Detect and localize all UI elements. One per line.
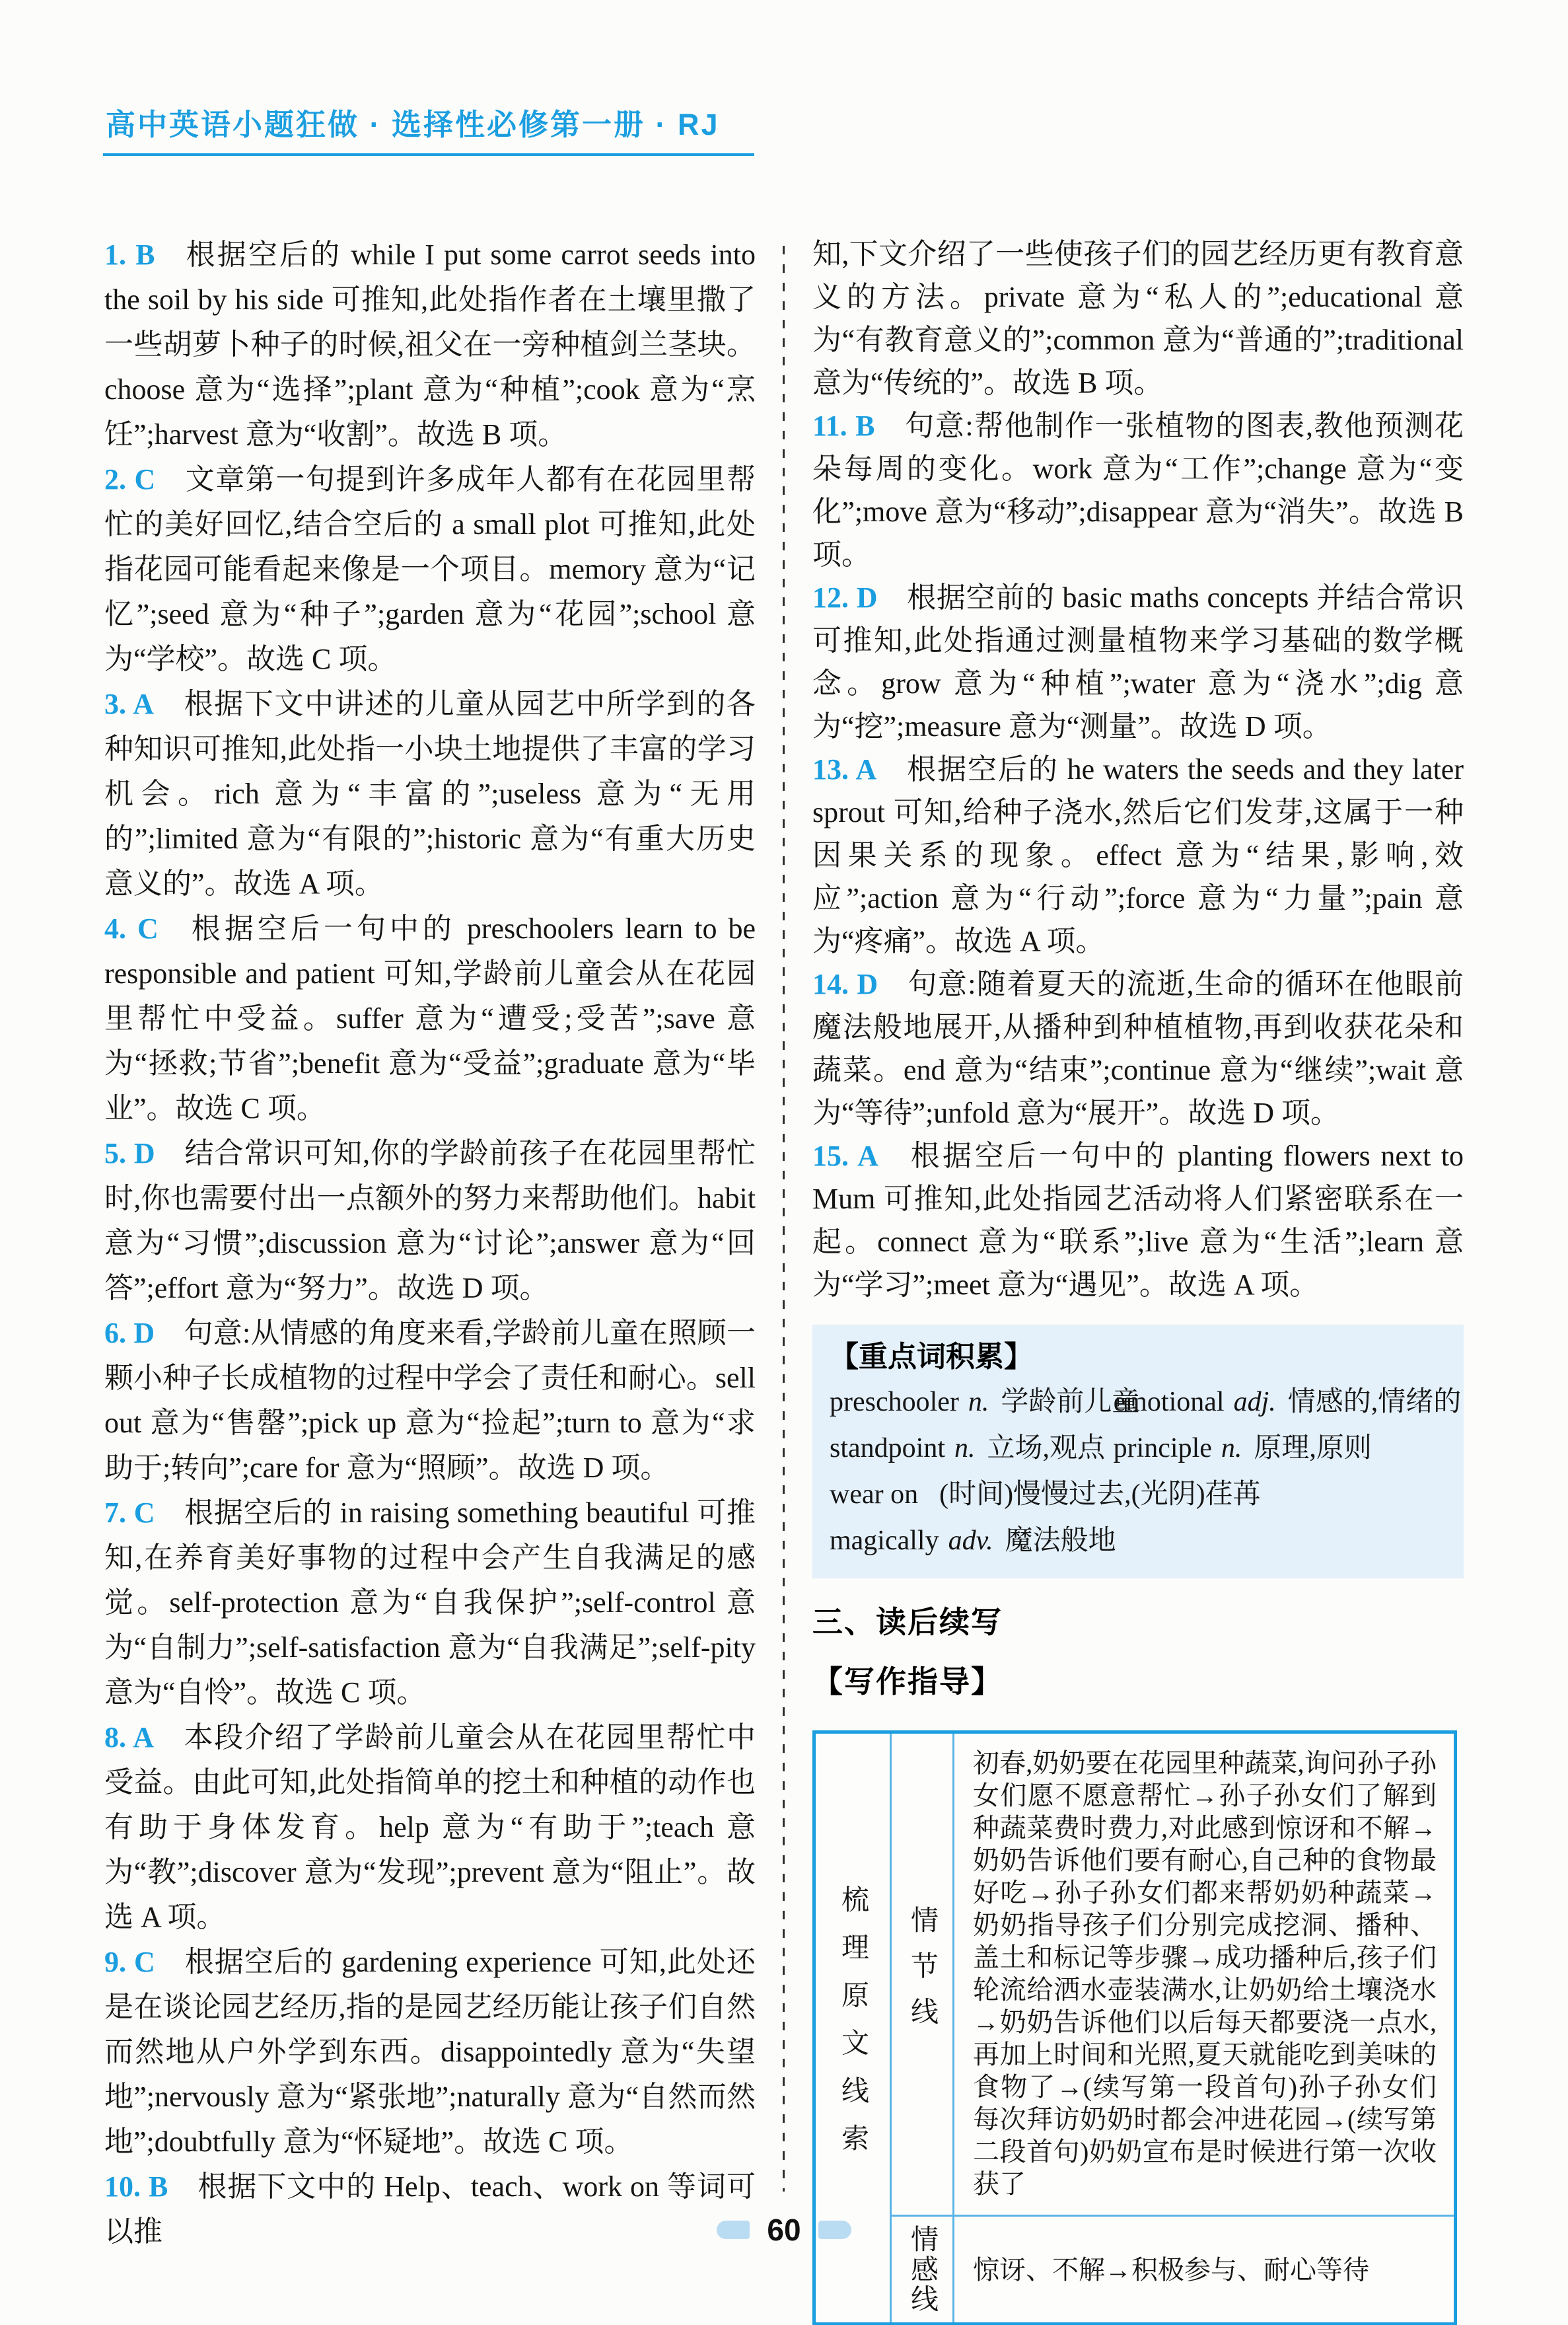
answer-label: 8. A [104,1721,154,1753]
answer-text: 根据空后的 he waters the seeds and they later sprout 可知,给种子浇水,然后它们发芽,这属于一种因果关系的现象。effect 意为“结果,影响,效应”;action 意为“行动”;force 意为“力量”;pain 意为“疼痛”。故选 A 项。 [812,753,1464,957]
table-row-header-text: 梳理原文线索 [837,1884,868,2172]
answer-label: 2. C [104,463,156,496]
answer-text: 句意:随着夏天的流逝,生命的循环在他眼前魔法般地展开,从播种到种植植物,再到收获花朵和蔬菜。end 意为“结束”;continue 意为“继续”;wait 意为“等待”;unfold 意为“展开”。故选 D 项。 [812,968,1464,1129]
answer-text: 根据下文中的 Help、teach、work on 等词可以推 [104,2170,756,2248]
answer-text: 句意:从情感的角度来看,学龄前儿童在照顾一颗小种子长成植物的过程中学会了责任和耐心。sell out 意为“售罄”;pick up 意为“捡起”;turn to 意为“求助于;转向”;care for 意为“照顾”。故选 D 项。 [104,1317,756,1484]
answer-text: 根据空后的 in raising something beautiful 可推知,在养育美好事物的过程中会产生自我满足的感觉。self-protection 意为“自我保护”;self-control 意为“自制力”;self-satisfaction 意为“自我满足”;self-pity 意为“自怜”。故选 C 项。 [104,1496,756,1709]
table-content-plot: 初春,奶奶要在花园里种蔬菜,询问孙子孙女们愿不愿意帮忙→孙子孙女们了解到种蔬菜费时费力,对此感到惊讶和不解→奶奶告诉他们要有耐心,自己种的食物最好吃→孙子孙女们都来帮奶奶种蔬菜→奶奶指导孩子们分别完成挖洞、播种、盖土和标记等步骤→成功播种后,孩子们轮流给洒水壶装满水,让奶奶给土壤浇水→奶奶告诉他们以后每天都要浇一点水,再加上时间和光照,夏天就能吃到美味的食物了→(续写第一段首句)孙子孙女们每次拜访奶奶时都会冲进花园→(续写第二段首句)奶奶宣布是时候进行第一次收获了 [973,1748,1437,2199]
answer-item-2 [104,457,756,682]
answer-item-5 [104,1131,756,1311]
vocab-line [830,1518,1446,1564]
right-column [812,233,1464,2325]
answer-label: 7. C [104,1496,155,1529]
page-number: 60 [767,2213,801,2247]
column-divider [783,246,785,2192]
left-column [104,233,756,2254]
answer-text: 根据空后一句中的 planting flowers next to Mum 可推知,此处指园艺活动将人们紧密联系在一起。connect 意为“联系”;live 意为“生活”;learn 意为“学习”;meet 意为“遇见”。故选 A 项。 [812,1140,1464,1301]
answer-item-11 [812,404,1464,576]
answer-label: 3. A [104,688,154,720]
answer-text: 根据下文中讲述的儿童从园艺中所学到的各种知识可推知,此处指一小块土地提供了丰富的学习机会。rich 意为“丰富的”;useless 意为“无用的”;limited 意为“有限的”;historic 意为“有重大历史意义的”。故选 A 项。 [104,688,756,900]
table-content-emotion: 惊讶、不解→积极参与、耐心等待 [973,2254,1369,2285]
answer-label: 9. C [104,1946,155,1978]
answer-item-8 [104,1715,756,1940]
vocab-entry: emotional adj. 情感的,情绪的 [1113,1387,1462,1417]
table-label-text: 情节线 [907,1905,937,2043]
answer-label: 4. C [104,912,159,945]
answer-label: 10. B [104,2170,168,2203]
writing-guide-heading: 【写作指导】 [812,1664,1003,1699]
answer-item-1 [104,233,756,457]
footer-pill-right [818,2221,851,2239]
vocab-entry: standpoint n. 立场,观点 [830,1433,1106,1463]
answer-text: 知,下文介绍了一些使孩子们的园艺经历更有教育意义的方法。private 意为“私人的”;educational 意为“有教育意义的”;common 意为“普通的”;traditional 意为“传统的”。故选 B 项。 [812,238,1464,399]
answer-label: 15. A [812,1140,878,1172]
answer-label: 6. D [104,1317,155,1349]
answer-text: 结合常识可知,你的学龄前孩子在花园里帮忙时,你也需要付出一点额外的努力来帮助他们。habit 意为“习惯”;discussion 意为“讨论”;answer 意为“回答”;effort 意为“努力”。故选 D 项。 [104,1137,756,1304]
header-underline [103,153,754,156]
answer-label: 14. D [812,968,878,1000]
section-heading-continuation-writing: 三、读后续写 [812,1605,1003,1639]
answer-item-4 [104,906,756,1131]
answer-item-6 [104,1311,756,1491]
page-footer [0,2215,1568,2245]
table-label-text: 情感线 [907,2224,937,2315]
answer-item-9 [104,1940,756,2164]
answer-item-3 [104,682,756,906]
answer-text: 根据空后一句中的 preschoolers learn to be responsible and patient 可知,学龄前儿童会从在花园里帮忙中受益。suffer 意为“遭受;受苦”;save 意为“拯救;节省”;benefit 意为“受益”;graduate 意为“毕业”。故选 C 项。 [104,912,756,1125]
answer-item-10-continuation [812,233,1464,404]
answer-label: 5. D [104,1137,155,1169]
page-title: 高中英语小题狂做 · 选择性必修第一册 · RJ [106,108,720,141]
vocab-line [830,1379,1462,1425]
table-row-plot-line [892,1734,1454,2215]
answer-item-13 [812,748,1464,963]
answer-text: 根据空后的 gardening experience 可知,此处还是在谈论园艺经历,指的是园艺经历能让孩子们自然而然地从户外学到东西。disappointedly 意为“失望地”;nervously 意为“紧张地”;naturally 意为“自然而然地”;doubtfully 意为“怀疑地”。故选 C 项。 [104,1946,756,2158]
vocab-entry: preschooler n. 学龄前儿童 [830,1387,1140,1417]
footer-pill-left [717,2221,750,2239]
answer-label: 13. A [812,753,877,786]
table-label-cell [892,1734,954,2215]
answer-text: 根据空前的 basic maths concepts 并结合常识可推知,此处指通过测量植物来学习基础的数学概念。grow 意为“种植”;water 意为“浇水”;dig 意为“挖”;measure 意为“测量”。故选 D 项。 [812,581,1464,743]
answer-text: 句意:帮他制作一张植物的图表,教他预测花朵每周的变化。work 意为“工作”;change 意为“变化”;move 意为“移动”;disappear 意为“消失”。故选 B 项。 [812,410,1464,571]
answer-label: 11. B [812,410,875,442]
answer-label: 12. D [812,581,878,614]
answer-text: 文章第一句提到许多成年人都有在花园里帮忙的美好回忆,结合空后的 a small plot 可推知,此处指花园可能看起来像是一个项目。memory 意为“记忆”;seed 意为“种子”;garden 意为“花园”;school 意为“学校”。故选 C 项。 [104,463,756,675]
answer-text: 根据空后的 while I put some carrot seeds into the soil by his side 可推知,此处指作者在土壤里撒了一些胡萝卜种子的时候,祖父在一旁种植剑兰茎块。choose 意为“选择”;plant 意为“种植”;cook 意为“烹饪”;harvest 意为“收割”。故选 B 项。 [104,239,756,451]
answer-item-14 [812,963,1464,1134]
vocab-entry: principle n. 原理,原则 [1113,1433,1372,1463]
vocab-entry: magically adv. 魔法般地 [830,1526,1116,1556]
key-vocabulary-box [812,1325,1464,1578]
answer-text: 本段介绍了学龄前儿童会从在花园里帮忙中受益。由此可知,此处指简单的挖土和种植的动作也有助于身体发育。help 意为“有助于”;teach 意为“教”;discover 意为“发现”;prevent 意为“阻止”。故选 A 项。 [104,1721,756,1933]
vocab-line [830,1425,1446,1471]
vocab-box-title: 【重点词积累】 [830,1341,1033,1373]
answer-item-15 [812,1134,1464,1306]
answer-item-7 [104,1491,756,1715]
vocab-line [830,1471,1446,1518]
answer-item-12 [812,576,1464,748]
answer-label: 1. B [104,239,155,271]
vocab-entry: wear on (时间)慢慢过去,(光阴)荏苒 [830,1479,1261,1510]
